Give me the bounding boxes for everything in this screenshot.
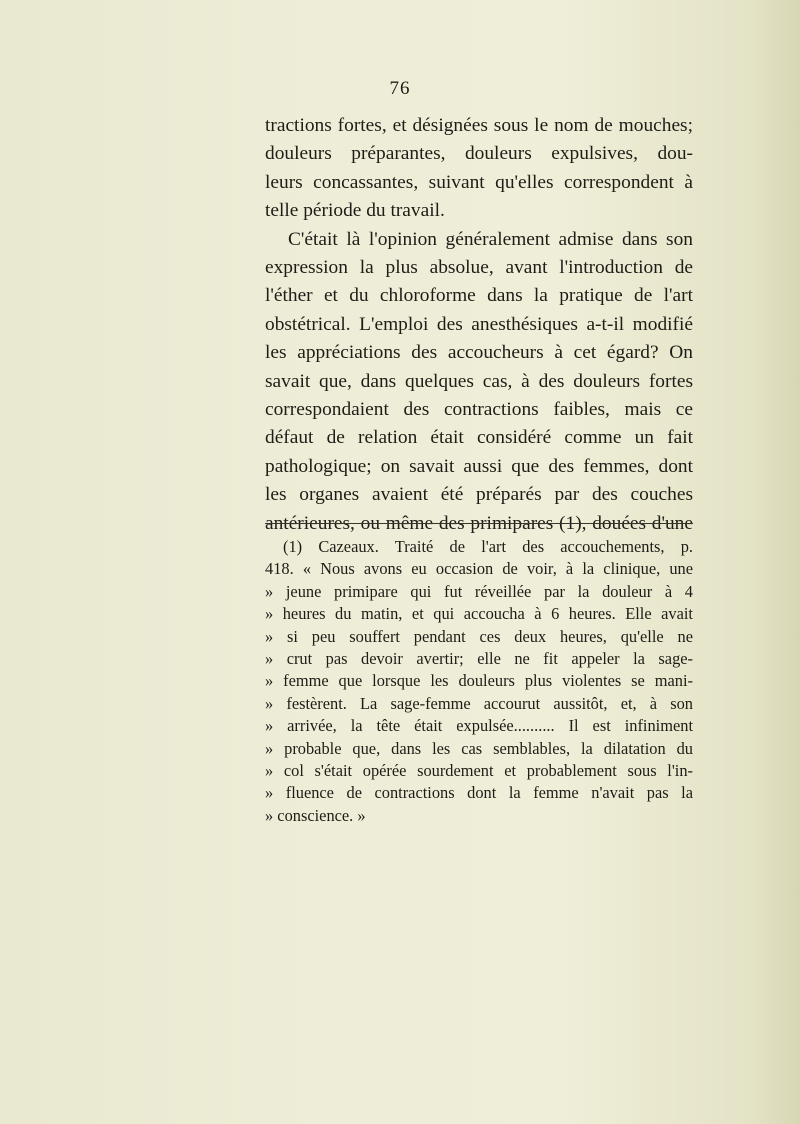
text-line: l'éther et du chloroforme dans la pratique de l'art xyxy=(265,285,693,307)
footnote-line: » femme que lorsque les douleurs plus violentes se mani- xyxy=(265,671,693,691)
footnote-divider xyxy=(265,523,693,524)
footnote-line: » si peu souffert pendant ces deux heures, qu'elle ne xyxy=(265,626,693,646)
footnote-line: » probable que, dans les cas semblables, la dilatation du xyxy=(265,738,693,758)
text-line: antérieures, ou même des primipares (1), douées d'une xyxy=(265,512,693,534)
footnote-line: » heures du matin, et qui accoucha à 6 heures. Elle avait xyxy=(265,604,693,624)
text-line: leurs concassantes, suivant qu'elles correspondent à xyxy=(265,171,693,193)
footnote-line: (1) Cazeaux. Traité de l'art des accouchements, p. xyxy=(283,537,693,556)
text-line: les organes avaient été préparés par des couches xyxy=(265,484,693,506)
footnote-line: » festèrent. La sage-femme accourut aussitôt, et, à son xyxy=(265,693,693,713)
text-line: douleurs préparantes, douleurs expulsives, dou- xyxy=(265,143,693,165)
text-line: C'était là l'opinion généralement admise dans son xyxy=(288,228,693,250)
text-line: expression la plus absolue, avant l'introduction de xyxy=(265,257,693,279)
footnote-line: » jeune primipare qui fut réveillée par la douleur à 4 xyxy=(265,581,693,601)
text-line: tractions fortes, et désignées sous le nom de mouches; xyxy=(265,115,693,136)
text-line: pathologique; on savait aussi que des femmes, dont xyxy=(265,455,693,477)
text-line: correspondaient des contractions faibles, mais ce xyxy=(265,399,693,421)
footnote-line: » crut pas devoir avertir; elle ne fit appeler la sage- xyxy=(265,649,693,669)
text-line: les appréciations des accoucheurs à cet égard? On xyxy=(265,342,693,364)
footnote-line: » fluence de contractions dont la femme n'avait pas la xyxy=(265,783,693,803)
footnote-line: » col s'était opérée sourdement et probablement sous l'in- xyxy=(265,761,693,781)
text-line: savait que, dans quelques cas, à des douleurs fortes xyxy=(265,370,693,392)
footnote-line: 418. « Nous avons eu occasion de voir, à la clinique, une xyxy=(265,559,693,579)
text-line: obstétrical. L'emploi des anesthésiques a-t-il modifié xyxy=(265,313,693,335)
text-line: défaut de relation était considéré comme un fait xyxy=(265,427,693,449)
footnote xyxy=(265,536,693,827)
footnote-line: » conscience. » xyxy=(265,805,366,825)
page-number: 76 xyxy=(389,78,411,99)
footnote-line: » arrivée, la tête était expulsée.......... Il est infiniment xyxy=(265,716,693,736)
text-line: telle période du travail. xyxy=(265,200,445,222)
main-text xyxy=(265,112,693,538)
